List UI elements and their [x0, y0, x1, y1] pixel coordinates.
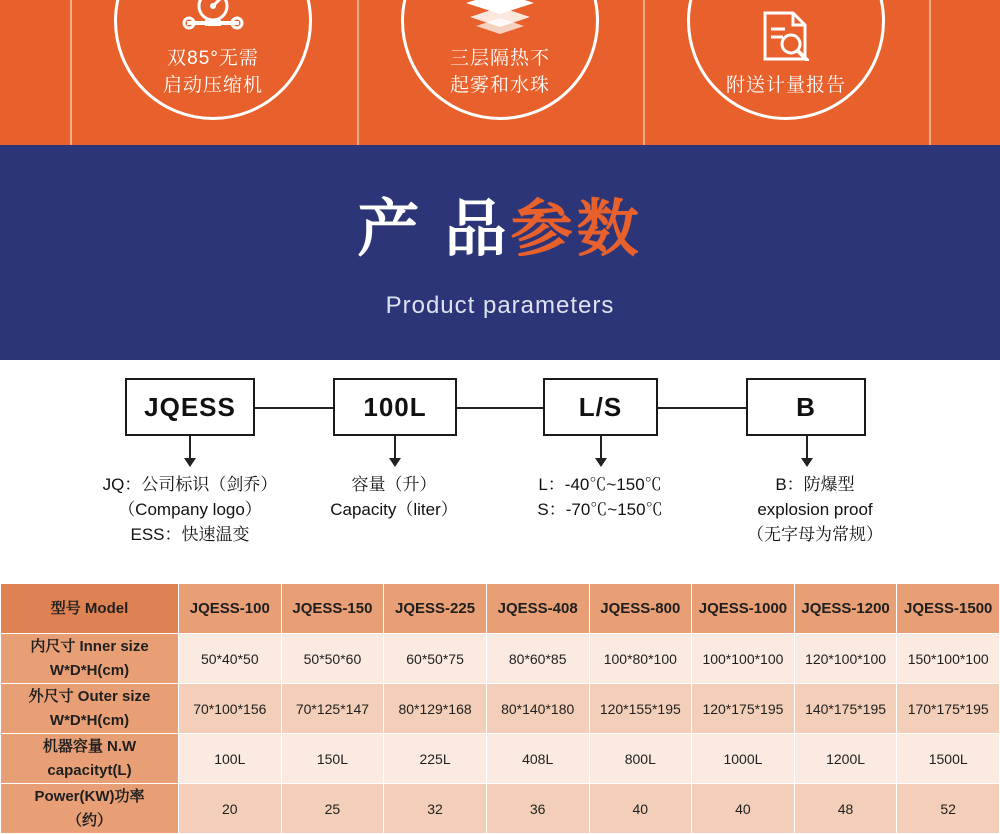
table-row-header-sub: （约）	[66, 811, 112, 829]
table-row	[1, 784, 1000, 834]
specification-table	[0, 583, 1000, 834]
table-cell-text: JQESS-225	[395, 599, 476, 617]
table-cell-text: 150*100*100	[907, 650, 989, 667]
legend-line: ESS：快速温变	[130, 525, 250, 544]
feature-item-three-layer-insulation	[401, 0, 599, 120]
table-cell-text: JQESS-1500	[903, 599, 993, 617]
table-row	[1, 584, 1000, 634]
table-cell-text: 50*50*60	[303, 650, 362, 667]
table-cell-text: JQESS-100	[189, 599, 270, 617]
table-cell-text: 40	[735, 800, 751, 817]
table-cell-text: JQESS-800	[600, 599, 681, 617]
code-box-type	[746, 378, 866, 436]
table-cell-text: 120*100*100	[805, 650, 887, 667]
table-cell-text: 100L	[214, 750, 246, 767]
table-cell	[692, 784, 795, 834]
table-row-header-main: 外尺寸 Outer size	[28, 687, 151, 705]
table-cell-text: 800L	[624, 750, 656, 767]
table-cell-text: 32	[427, 800, 443, 817]
table-cell	[384, 784, 487, 834]
table-cell-text: 40	[632, 800, 649, 817]
feature-text	[163, 45, 263, 99]
table-row	[1, 634, 1000, 684]
legend-line: explosion proof	[757, 500, 873, 519]
table-row	[1, 734, 1000, 784]
band-divider	[929, 0, 931, 145]
table-cell	[179, 684, 282, 734]
table-cell	[179, 784, 282, 834]
diagram-arrow-head	[801, 458, 813, 467]
table-cell	[486, 584, 589, 634]
table-cell-text: 80*60*85	[508, 650, 567, 667]
table-cell	[486, 734, 589, 784]
table-cell-text: 25	[324, 800, 341, 817]
table-cell	[384, 634, 487, 684]
band-divider	[643, 0, 645, 145]
table-cell-text: 70*100*156	[193, 700, 267, 717]
table-cell-text: 170*175*195	[907, 700, 989, 717]
model-code-diagram	[0, 360, 1000, 582]
table-row-header-sub: W*D*H(cm)	[49, 711, 130, 729]
table-cell	[794, 734, 897, 784]
table-cell-text: 100*100*100	[702, 650, 784, 667]
table-cell-text: 52	[940, 800, 956, 817]
table-row-header-main: 型号 Model	[50, 599, 129, 617]
table-cell-text: JQESS-1200	[801, 599, 890, 617]
table-cell-text: 408L	[522, 750, 554, 767]
table-cell-text: 225L	[419, 750, 451, 767]
legend-line: （Company logo）	[118, 500, 262, 519]
table-cell	[486, 784, 589, 834]
table-cell-text: 80*129*168	[398, 700, 472, 717]
feature-text	[450, 45, 550, 99]
table-cell-text: 1500L	[928, 750, 968, 767]
table-cell-text: 150L	[316, 750, 349, 767]
feature-line-1: 附送计量报告	[725, 75, 846, 96]
document-search-icon	[757, 11, 815, 66]
diagram-arrow-stem	[806, 436, 808, 460]
table-cell	[281, 584, 384, 634]
table-cell	[589, 634, 692, 684]
table-row-header	[1, 684, 179, 734]
code-box-label: L/S	[578, 391, 623, 422]
page-title	[357, 194, 642, 266]
feature-item-no-compressor	[114, 0, 312, 120]
legend-line: B：防爆型	[775, 475, 855, 494]
diagram-arrow-stem	[189, 436, 191, 460]
table-cell-text: 120*155*195	[599, 700, 681, 717]
table-cell	[384, 684, 487, 734]
legend-line: （无字母为常规）	[747, 525, 883, 544]
table-row-header-main: 内尺寸 Inner size	[30, 637, 149, 655]
table-cell-text: 140*175*195	[805, 700, 887, 717]
table-cell	[897, 634, 1000, 684]
diagram-connector-line	[190, 407, 810, 409]
table-cell	[589, 784, 692, 834]
table-cell	[589, 734, 692, 784]
gauge-icon	[181, 0, 245, 39]
feature-band	[0, 0, 1000, 145]
table-cell	[281, 634, 384, 684]
table-cell	[692, 684, 795, 734]
table-cell	[794, 584, 897, 634]
table-cell	[794, 684, 897, 734]
table-cell	[794, 634, 897, 684]
legend-line: 容量（升）	[351, 475, 437, 494]
table-row	[1, 684, 1000, 734]
table-cell	[692, 584, 795, 634]
page-subtitle: Product parameters	[385, 291, 615, 319]
table-row-header	[1, 784, 179, 834]
table-cell	[897, 734, 1000, 784]
table-row-header	[1, 734, 179, 784]
table-cell	[794, 784, 897, 834]
table-cell-text: 70*125*147	[295, 700, 370, 717]
diagram-arrow-stem	[600, 436, 602, 460]
feature-line-1: 三层隔热不	[449, 48, 550, 69]
layers-icon	[464, 0, 536, 39]
legend-line: S：-70℃~150℃	[537, 500, 663, 519]
table-cell	[281, 784, 384, 834]
table-cell	[281, 734, 384, 784]
legend-line: Capacity（liter）	[330, 500, 458, 519]
diagram-arrow-head	[184, 458, 196, 467]
code-box-brand	[125, 378, 255, 436]
table-cell	[384, 734, 487, 784]
legend-capacity	[289, 472, 499, 522]
table-row-header-sub: W*D*H(cm)	[49, 661, 130, 679]
feature-line-1: 双85°无需	[167, 48, 259, 69]
table-cell	[897, 684, 1000, 734]
table-cell-text: 80*140*180	[501, 700, 575, 717]
table-cell-text: 50*40*50	[201, 650, 259, 667]
table-cell	[384, 584, 487, 634]
table-cell-text: 120*175*195	[702, 700, 784, 717]
band-divider	[357, 0, 359, 145]
table-cell	[589, 584, 692, 634]
table-cell	[692, 734, 795, 784]
table-cell	[281, 684, 384, 734]
table-cell-text: JQESS-1000	[698, 599, 788, 617]
page-title-cn-orange: 参数	[510, 194, 643, 264]
table-row-header-main: 机器容量 N.W	[42, 737, 137, 755]
legend-brand	[55, 472, 325, 547]
code-box-label: JQESS	[144, 391, 236, 422]
code-box-capacity	[333, 378, 457, 436]
table-cell	[486, 634, 589, 684]
table-cell-text: JQESS-150	[292, 599, 373, 617]
page-title-cn-white: 产 品	[357, 194, 511, 264]
table-row-header-sub: capacityt(L)	[47, 761, 132, 779]
diagram-arrow-head	[389, 458, 401, 467]
feature-line-2: 启动压缩机	[162, 75, 263, 96]
legend-type	[700, 472, 930, 547]
diagram-arrow-stem	[394, 436, 396, 460]
feature-line-2: 起雾和水珠	[449, 75, 550, 96]
table-cell-text: 20	[222, 800, 238, 817]
legend-line: L：-40℃~150℃	[538, 475, 662, 494]
table-cell-text: 36	[529, 800, 546, 817]
table-cell	[179, 634, 282, 684]
table-cell	[589, 684, 692, 734]
table-cell-text: JQESS-408	[497, 599, 578, 617]
table-cell	[179, 584, 282, 634]
code-box-label: B	[796, 391, 816, 422]
feature-item-measurement-report	[687, 0, 885, 120]
legend-temperature	[500, 472, 700, 522]
table-cell	[897, 584, 1000, 634]
diagram-arrow-head	[595, 458, 607, 467]
table-row-header	[1, 634, 179, 684]
code-box-label: 100L	[363, 391, 427, 422]
table-cell-text: 100*80*100	[603, 650, 677, 667]
table-row-header	[1, 584, 179, 634]
legend-line: JQ：公司标识（剑乔）	[102, 475, 278, 494]
feature-text	[726, 72, 846, 99]
table-cell	[179, 734, 282, 784]
table-cell	[897, 784, 1000, 834]
table-cell	[692, 634, 795, 684]
band-divider	[70, 0, 72, 145]
code-box-temperature	[543, 378, 658, 436]
table-row-header-main: Power(KW)功率	[34, 787, 145, 805]
table-cell-text: 48	[837, 800, 854, 817]
table-cell-text: 60*50*75	[406, 650, 464, 667]
section-title-band	[0, 145, 1000, 360]
table-cell	[486, 684, 589, 734]
table-cell-text: 1000L	[723, 750, 763, 767]
table-cell-text: 1200L	[826, 750, 866, 767]
